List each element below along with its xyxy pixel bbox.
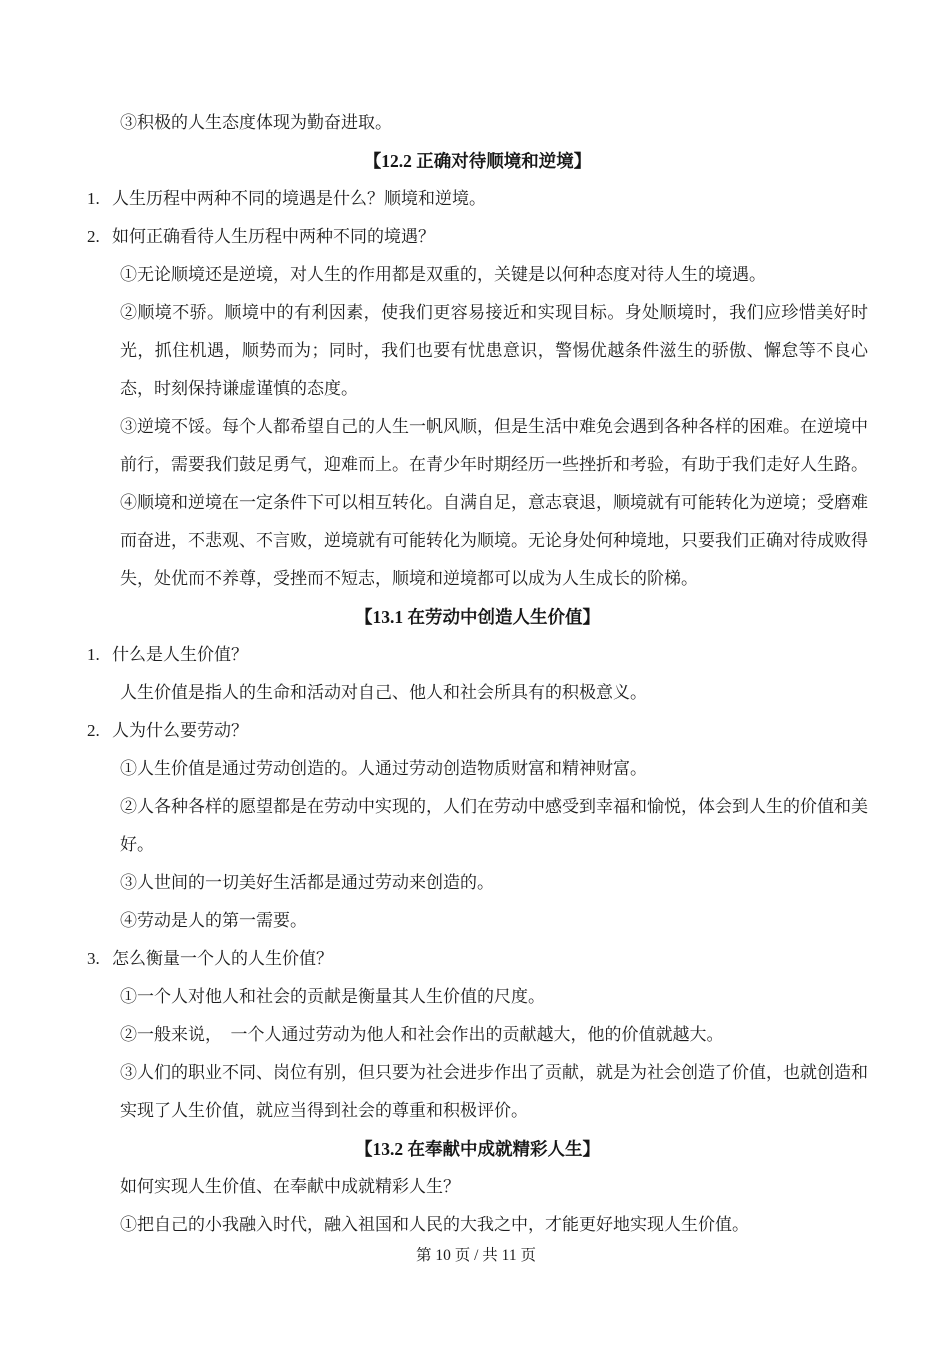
- sub-point: ③逆境不馁。每个人都希望自己的人生一帆风顺，但是生活中难免会遇到各种各样的困难。在逆境中前行，需要我们鼓足勇气，迎难而上。在青少年时期经历一些挫折和考验，有助于我们走好人生路。: [120, 417, 868, 474]
- sub-point: ①人生价值是通过劳动创造的。人通过劳动创造物质财富和精神财富。: [120, 759, 647, 778]
- section-heading-13-2: 【13.2 在奉献中成就精彩人生】: [355, 1139, 600, 1159]
- numbered-question: [87, 180, 868, 218]
- question-paragraph: 如何实现人生价值、在奉献中成就精彩人生？: [120, 1177, 460, 1196]
- question-text: 如何正确看待人生历程中两种不同的境遇？: [112, 227, 435, 246]
- answer-paragraph: 人生价值是指人的生命和活动对自己、他人和社会所具有的积极意义。: [120, 683, 647, 702]
- list-number: 3.: [87, 949, 100, 968]
- sub-point: ②人各种各样的愿望都是在劳动中实现的，人们在劳动中感受到幸福和愉悦，体会到人生的价值和美好。: [120, 797, 868, 854]
- list-number: 2.: [87, 721, 100, 740]
- numbered-question: [87, 636, 868, 674]
- list-number: 2.: [87, 227, 100, 246]
- sub-point: ②顺境不骄。顺境中的有利因素，使我们更容易接近和实现目标。身处顺境时，我们应珍惜美好时光，抓住机遇，顺势而为；同时，我们也要有忧患意识，警惕优越条件滋生的骄傲、懈怠等不良心态，时刻保持谦虚谨慎的态度。: [120, 303, 868, 398]
- list-number: 1.: [87, 189, 100, 208]
- sub-point: ③人们的职业不同、岗位有别，但只要为社会进步作出了贡献，就是为社会创造了价值，也就创造和实现了人生价值，就应当得到社会的尊重和积极评价。: [120, 1063, 868, 1120]
- question-text: 什么是人生价值？: [112, 645, 248, 664]
- sub-point: ②一般来说， 一个人通过劳动为他人和社会作出的贡献越大，他的价值就越大。: [120, 1025, 724, 1044]
- sub-point: ①无论顺境还是逆境，对人生的作用都是双重的，关键是以何种态度对待人生的境遇。: [120, 265, 766, 284]
- numbered-question: [87, 712, 868, 750]
- sub-point: ④顺境和逆境在一定条件下可以相互转化。自满自足，意志衰退，顺境就有可能转化为逆境；受磨难而奋进，不悲观、不言败，逆境就有可能转化为顺境。无论身处何种境地，只要我们正确对待成败得失，处优而不养尊，受挫而不短志，顺境和逆境都可以成为人生成长的阶梯。: [120, 493, 868, 588]
- sub-point: ①把自己的小我融入时代，融入祖国和人民的大我之中，才能更好地实现人生价值。: [120, 1215, 749, 1234]
- question-text: 怎么衡量一个人的人生价值？: [112, 949, 333, 968]
- section-heading-13-1: 【13.1 在劳动中创造人生价值】: [355, 607, 600, 627]
- question-text: 人为什么要劳动？: [112, 721, 248, 740]
- numbered-question: [87, 218, 868, 256]
- sub-point: ①一个人对他人和社会的贡献是衡量其人生价值的尺度。: [120, 987, 545, 1006]
- question-text: 人生历程中两种不同的境遇是什么？顺境和逆境。: [112, 189, 486, 208]
- sub-point: ④劳动是人的第一需要。: [120, 911, 307, 930]
- list-number: 1.: [87, 645, 100, 664]
- page-footer: 第 10 页 / 共 11 页: [416, 1247, 536, 1264]
- document-body: [87, 104, 868, 1244]
- sub-point-positive-attitude: ③积极的人生态度体现为勤奋进取。: [120, 113, 392, 132]
- section-heading-12-2: 【12.2 正确对待顺境和逆境】: [363, 151, 592, 171]
- sub-point: ③人世间的一切美好生活都是通过劳动来创造的。: [120, 873, 494, 892]
- numbered-question: [87, 940, 868, 978]
